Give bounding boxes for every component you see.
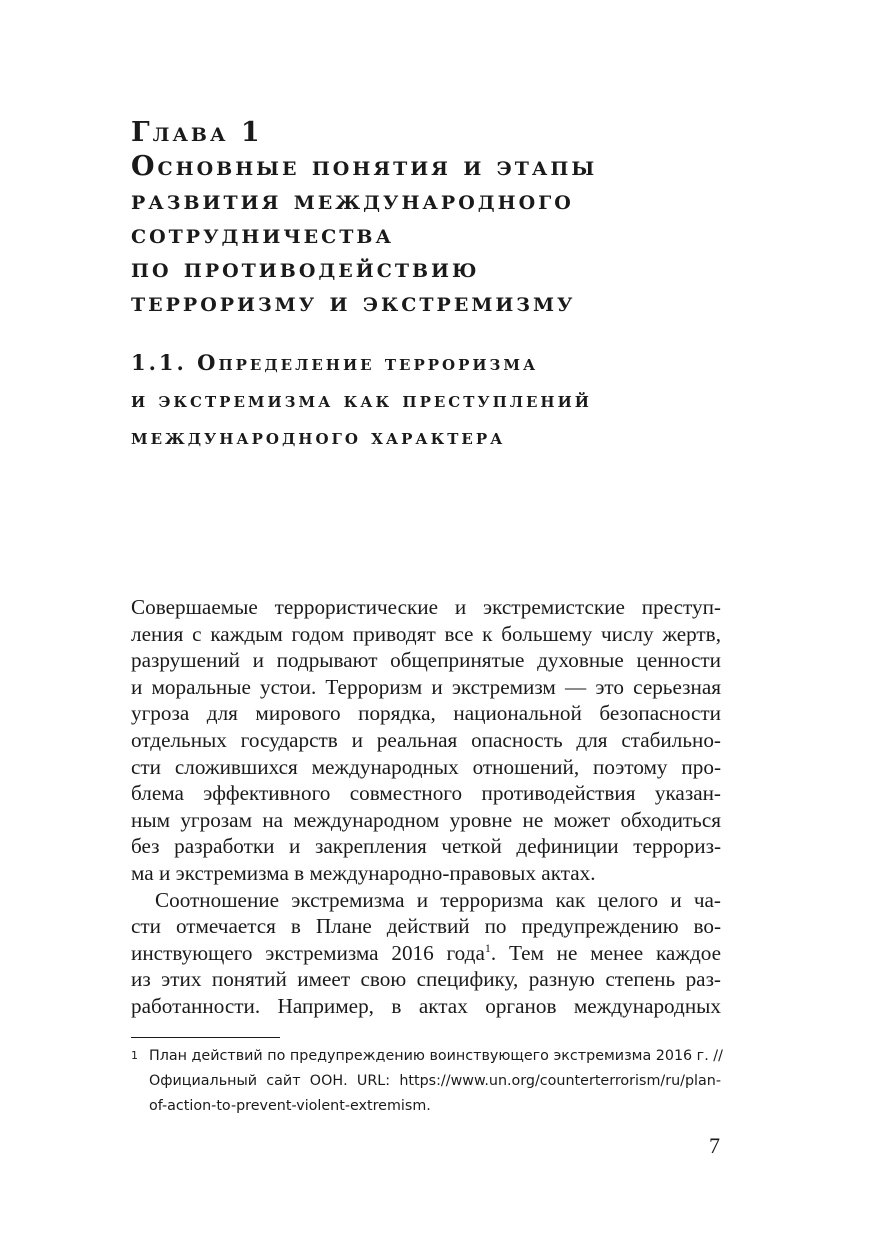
footnote-line: of-action-to-prevent-violent-extremism. [149, 1098, 431, 1114]
footnote-marker: 1 [131, 1049, 138, 1062]
text-fragment: инствующего экстремизма 2016 года [131, 940, 485, 965]
text-line: сти отмечается в Плане действий по предупреждению во- [131, 914, 721, 939]
text-line: без разработки и закрепления четкой дефиниции террориз- [131, 834, 721, 859]
chapter-number: Глава 1 [131, 117, 263, 148]
section-title [131, 344, 731, 455]
page-number: 7 [709, 1133, 720, 1158]
section-title-line: международного характера [131, 424, 506, 449]
chapter-title-line: по противодействию [131, 253, 480, 284]
footnote-divider [131, 1037, 280, 1038]
text-line: ным угрозам на международном уровне не может обходиться [131, 807, 721, 832]
text-line: угроза для мирового порядка, национальной безопасности [131, 701, 721, 726]
text-fragment: . Тем не менее каждое [490, 940, 722, 965]
text-line: разрушений и подрывают общепринятые духовные ценности [131, 648, 721, 673]
chapter-title-line: развития международного [131, 185, 574, 216]
footnote-reference[interactable]: 1 [484, 940, 491, 955]
chapter-title [131, 116, 731, 320]
paragraph-1 [131, 594, 721, 887]
text-line: Соотношение экстремизма и терроризма как целого и ча- [155, 887, 721, 912]
section-title-line: 1.1. Определение терроризма [131, 350, 539, 375]
text-line: отдельных государств и реальная опасность для стабильно- [131, 727, 721, 752]
footnote-line: Официальный сайт ООН. URL: https://www.un.org/counterterrorism/ru/plan- [149, 1073, 721, 1089]
paragraph-2 [131, 887, 721, 1020]
chapter-title-line: Основные понятия и этапы [131, 151, 598, 182]
text-line [131, 940, 721, 967]
section-title-line: и экстремизма как преступлений [131, 387, 592, 412]
text-line: и моральные устои. Терроризм и экстремизм — это серьезная [131, 674, 721, 699]
text-line: Совершаемые террористические и экстремистские преступ- [131, 595, 721, 619]
text-line: из этих понятий имеет свою специфику, разную степень раз- [131, 967, 721, 992]
chapter-title-line: сотрудничества [131, 219, 394, 250]
footnote-line: План действий по предупреждению воинствующего экстремизма 2016 г. // [149, 1048, 723, 1064]
chapter-title-line: терроризму и экстремизму [131, 287, 576, 318]
text-line: ления с каждым годом приводят все к большему числу жертв, [131, 621, 721, 646]
text-line: сти сложившихся международных отношений, поэтому про- [131, 754, 721, 779]
text-line: блема эффективного совместного противодействия указан- [131, 781, 721, 806]
footnote-body [131, 1044, 721, 1119]
text-line: работанности. Например, в актах органов международных [131, 993, 721, 1018]
text-line: ма и экстремизма в международно-правовых актах. [131, 860, 596, 885]
footnote [131, 1044, 721, 1119]
body-text [131, 594, 721, 1020]
